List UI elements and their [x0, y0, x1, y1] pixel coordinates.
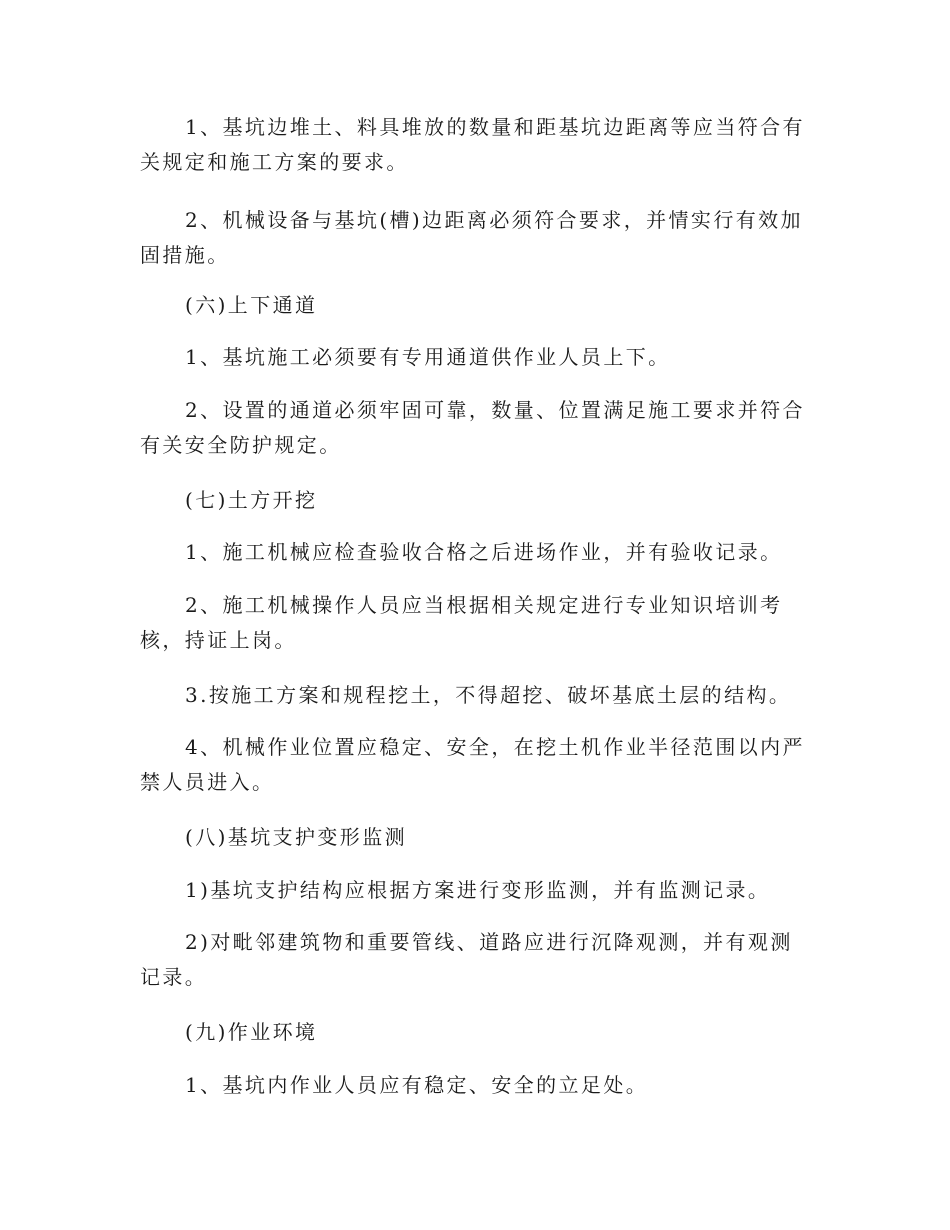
paragraph-10: 2)对毗邻建筑物和重要管线、道路应进行沉降观测，并有观测记录。 [140, 930, 793, 989]
paragraph-8: 4、机械作业位置应稳定、安全，在挖土机作业半径范围以内严禁人员进入。 [140, 735, 805, 794]
section-heading-8: (八)基坑支护变形监测 [185, 825, 408, 849]
section-heading-6: (六)上下通道 [185, 293, 318, 317]
paragraph-11: 1、基坑内作业人员应有稳定、安全的立足处。 [185, 1073, 649, 1097]
paragraph-4: 2、设置的通道必须牢固可靠，数量、位置满足施工要求并符合有关安全防护规定。 [140, 398, 805, 457]
section-heading-9: (九)作业环境 [185, 1020, 318, 1044]
paragraph-6: 2、施工机械操作人员应当根据相关规定进行专业知识培训考核，持证上岗。 [140, 593, 783, 652]
paragraph-2: 2、机械设备与基坑(槽)边距离必须符合要求，并情实行有效加固措施。 [140, 208, 803, 267]
paragraph-7: 3.按施工方案和规程挖土，不得超挖、破坏基底土层的结构。 [185, 683, 792, 707]
section-heading-7: (七)土方开挖 [185, 488, 318, 512]
paragraph-9: 1)基坑支护结构应根据方案进行变形监测，并有监测记录。 [185, 878, 771, 902]
paragraph-3: 1、基坑施工必须要有专用通道供作业人员上下。 [185, 345, 671, 369]
paragraph-5: 1、施工机械应检查验收合格之后进场作业，并有验收记录。 [185, 540, 783, 564]
paragraph-1: 1、基坑边堆土、料具堆放的数量和距基坑边距离等应当符合有关规定和施工方案的要求。 [140, 115, 805, 174]
